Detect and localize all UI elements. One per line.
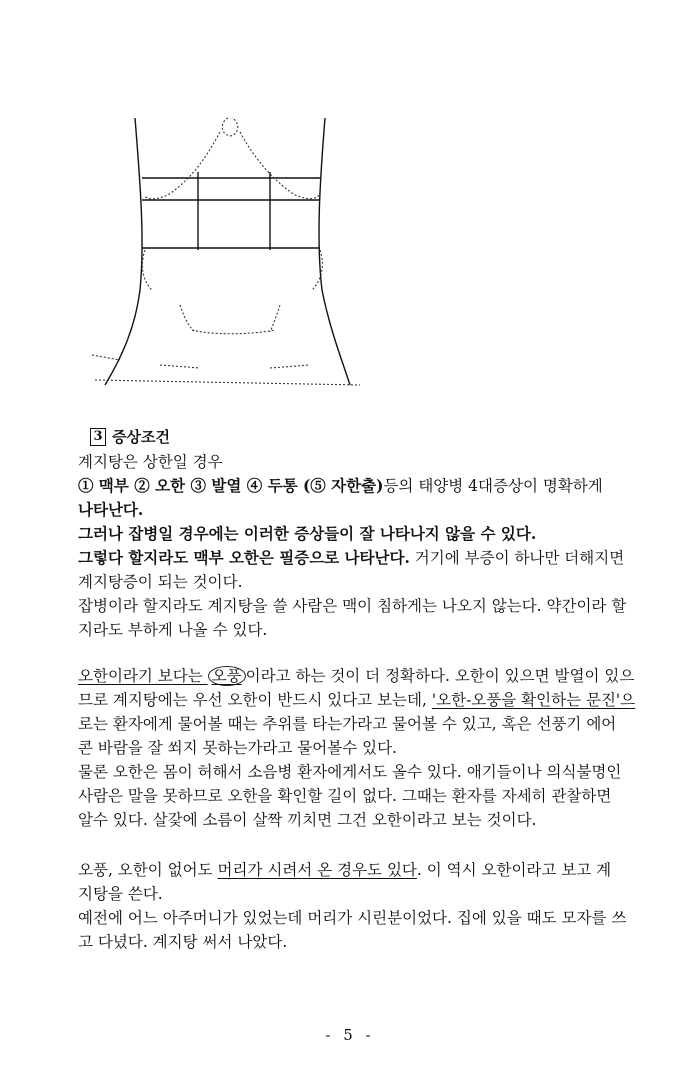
text-line: ① 맥부 ② 오한 ③ 발열 ④ 두통 (⑤ 자한출)등의 태양병 4대증상이 명확하게 xyxy=(78,476,603,495)
text-line: 예전에 어느 아주머니가 있었는데 머리가 시린분이었다. 집에 있을 때도 모자를 쓰 xyxy=(78,909,627,927)
section-number: 3 xyxy=(90,428,106,446)
text-line: 물론 오한은 몸이 허해서 소음병 환자에게서도 올수 있다. 애기들이나 의식불명인 xyxy=(78,763,622,781)
right-torso-line xyxy=(319,118,350,385)
text-line: 지라도 부하게 나올 수 있다. xyxy=(78,621,268,639)
text-line: 그렇다 할지라도 맥부 오한은 필증으로 나타난다. 거기에 부증이 하나만 더해지면 xyxy=(78,548,625,567)
text-line: 고 다녔다. 계지탕 써서 나았다. xyxy=(78,933,288,951)
text-line: 알수 있다. 살갗에 소름이 살짝 끼치면 그건 오한이라고 보는 것이다. xyxy=(78,811,537,829)
text-line: 계지탕증이 되는 것이다. xyxy=(78,573,243,591)
text-line: 콘 바람을 잘 쐬지 못하는가라고 물어볼수 있다. xyxy=(78,739,397,757)
text-line: 사람은 말을 못하므로 오한을 확인할 길이 없다. 그때는 환자를 자세히 관찰하면 xyxy=(78,787,612,805)
circled-word: 오풍 xyxy=(208,666,246,686)
text-line: 계지탕은 상한일 경우 xyxy=(78,453,223,471)
text-line: 로는 환자에게 물어볼 때는 추위를 타는가라고 물어볼 수 있고, 혹은 선풍기 에어 xyxy=(78,715,617,733)
page-number: - 5 - xyxy=(325,1026,375,1044)
section-heading xyxy=(90,426,170,447)
text-line: 잡병이라 할지라도 계지탕을 쓸 사람은 맥이 침하게는 나오지 않는다. 약간이라 할 xyxy=(78,597,627,615)
left-torso-line xyxy=(105,118,142,385)
text-line: 오한이라기 보다는 오풍 이라고 하는 것이 더 정확하다. 오한이 있으면 발열이 있으 xyxy=(78,667,635,685)
abdomen-diagram xyxy=(80,100,370,400)
text-line: 나타난다. xyxy=(78,500,144,519)
text-line: 므로 계지탕에는 우선 오한이 반드시 있다고 보는데, '오한-오풍을 확인하는 문진'으 xyxy=(78,691,636,709)
text-line: 그러나 잡병일 경우에는 이러한 증상들이 잘 나타나지 않을 수 있다. xyxy=(78,524,537,543)
text-line: 오풍, 오한이 없어도 머리가 시려서 온 경우도 있다. 이 역시 오한이라고 보고 계 xyxy=(78,861,612,879)
text-line: 지탕을 쓴다. xyxy=(78,885,163,903)
section-title: 증상조건 xyxy=(112,428,170,446)
